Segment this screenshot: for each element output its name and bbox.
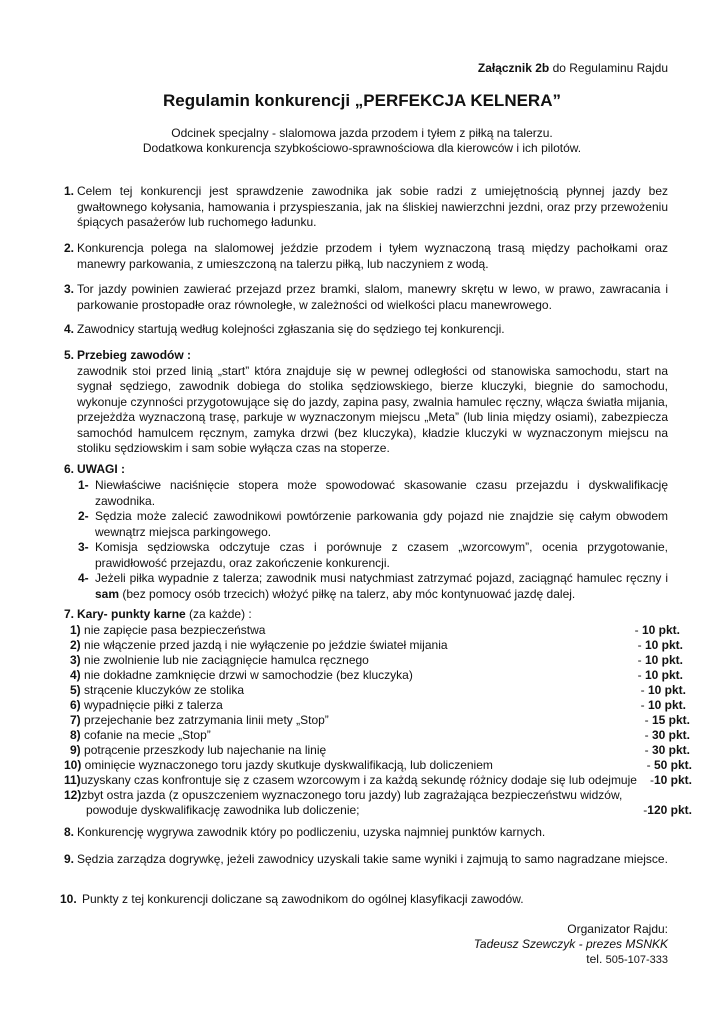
penalty-value: 10 pkt. <box>641 623 680 637</box>
penalty-dash: - <box>634 623 642 637</box>
penalty-points <box>647 758 692 772</box>
penalty-row <box>70 728 211 743</box>
section-1 <box>64 184 668 231</box>
section-text: Tor jazdy powinien zawierać przejazd przez bramki, slalom, manewry skrętu w lewo, w prawo, zawracania i parkowanie prostopadłe oraz równoległe, w zależności od wielkości placu manewrowego. <box>77 282 668 312</box>
page-title: Regulamin konkurencji „PERFEKCJA KELNERA” <box>163 91 561 110</box>
penalty-text: cofanie na mecie „Stop” <box>84 728 211 742</box>
list-item <box>78 478 668 509</box>
section-8 <box>64 825 668 841</box>
penalty-text: nie zapięcie pasa bezpieczeństwa <box>84 623 266 637</box>
penalty-dash: - <box>649 773 654 787</box>
item-text-part: Jeżeli piłka wypadnie z talerza; zawodnik musi natychmiast zatrzymać pojazd, zaciągnąć hamulec ręczny i <box>95 571 668 585</box>
penalty-number: 1) <box>70 623 81 637</box>
section-number: 6. <box>64 462 75 476</box>
section-7 <box>64 607 668 623</box>
section-2 <box>64 241 668 272</box>
penalty-number: 3) <box>70 653 81 667</box>
subtitle-line-2: Dodatkowa konkurencja szybkościowo-sprawnościowa dla kierowców i ich pilotów. <box>142 141 582 155</box>
section-heading: Przebieg zawodów : <box>77 348 192 362</box>
penalty-number: 2) <box>70 638 81 652</box>
penalty-value: 10 pkt. <box>647 698 686 712</box>
section-heading-rest: (za każde) : <box>185 607 252 621</box>
phone-label: tel. <box>586 952 606 966</box>
penalty-points <box>645 743 690 757</box>
section-number: 8. <box>64 825 75 839</box>
penalty-points <box>641 683 686 697</box>
penalty-value: 10 pkt. <box>653 773 692 787</box>
penalty-row <box>70 683 244 698</box>
section-number: 2. <box>64 241 75 255</box>
penalty-dash: - <box>640 698 648 712</box>
penalty-number: 9) <box>70 743 81 757</box>
section-9 <box>64 852 668 868</box>
penalty-value: 10 pkt. <box>644 653 683 667</box>
section-number: 7. <box>64 607 75 621</box>
penalty-row <box>64 758 493 773</box>
penalty-text: ominięcie wyznaczonego toru jazdy skutkuje dyskwalifikacją, lub doliczeniem <box>81 758 493 772</box>
penalty-text: nie włączenie przed jazdą i nie wyłączenie po jeździe świateł mijania <box>84 638 448 652</box>
penalty-dash: - <box>644 728 652 742</box>
section-text: Punkty z tej konkurencji doliczane są zawodnikom do ogólnej klasyfikacji zawodów. <box>82 892 524 906</box>
phone-number: 505-107-333 <box>605 954 668 966</box>
item-text-bold: sam <box>95 586 120 601</box>
penalty-points <box>643 803 692 817</box>
penalty-row <box>70 653 369 668</box>
penalty-dash: - <box>644 743 652 757</box>
section-5 <box>64 348 668 457</box>
section-10 <box>60 892 664 908</box>
penalty-number: 7) <box>70 713 81 727</box>
item-number: 4- <box>78 571 89 585</box>
penalty-value: 30 pkt. <box>651 728 690 742</box>
section-text: zawodnik stoi przed linią „start” która znajduje się w pewnej odległości od stanowiska samochodu, start na sygnał sędziego, zawodnik dobiega do stolika sędziowskiego, bierze kluczyki, biegnie do samochodu, wykonuje czynności przygotowujące się do jazdy, zapina pasy, zwalnia hamulec ręczny, włącza światła mijania, przejeżdża wyznaczoną trasę, parkuje w wyznaczonym miejscu „Meta” (lub linia między osiami), zabezpiecza samochód hamulcem ręcznym, zamyka drzwi (bez kluczyka), kładzie kluczyki w wyznaczonym miejscu na stoliku sędziowskim i sam sobie wyłącza czas na stoperze. <box>77 363 668 455</box>
section-heading: UWAGI : <box>77 462 125 476</box>
penalty-row <box>70 668 413 683</box>
penalty-value: 30 pkt. <box>651 743 690 757</box>
penalty-number: 6) <box>70 698 81 712</box>
penalty-number: 8) <box>70 728 81 742</box>
section-heading-line <box>77 607 668 623</box>
penalty-row-continuation <box>86 803 360 818</box>
section-6 <box>64 462 668 478</box>
penalty-row <box>70 698 223 713</box>
penalty-dash: - <box>646 758 654 772</box>
subtitle-line-1: Odcinek specjalny - slalomowa jazda przodem i tyłem z piłką na talerzu. <box>171 126 553 140</box>
penalty-dash: - <box>640 683 648 697</box>
annex-rest: do Regulaminu Rajdu <box>549 61 668 75</box>
penalty-row <box>70 623 265 638</box>
penalty-text: nie zwolnienie lub nie zaciągnięcie hamulca ręcznego <box>84 653 369 667</box>
signature-organizer: Organizator Rajdu: <box>567 922 668 936</box>
penalty-points <box>645 728 690 742</box>
penalty-value: 10 pkt. <box>644 638 683 652</box>
annex-note <box>478 61 668 75</box>
penalty-text: wypadnięcie piłki z talerza <box>84 698 223 712</box>
penalty-text: potrącenie przeszkody lub najechanie na linię <box>84 743 327 757</box>
section-text: Konkurencja polega na slalomowej jeździe przodem i tyłem wyznaczoną trasą między pachołkami oraz manewry parkowania, z umieszczoną na talerzu piłką, lub naczyniem z wodą. <box>77 241 668 271</box>
item-text: Komisja sędziowska odczytuje czas i porównuje z czasem „wzorcowym”, ocenia przygotowanie, prawidłowość przejazdu, oraz zakończenie konkurencji. <box>95 540 668 570</box>
penalty-value: 120 pkt. <box>647 803 692 817</box>
penalty-number: 11) <box>64 773 81 787</box>
penalty-row <box>70 743 326 758</box>
list-item <box>78 540 668 571</box>
penalty-row <box>70 713 329 728</box>
section-4 <box>64 322 668 338</box>
penalty-number: 4) <box>70 668 81 682</box>
penalty-points <box>638 638 683 652</box>
section-3 <box>64 282 668 313</box>
penalty-points <box>635 623 680 637</box>
penalty-points <box>638 668 683 682</box>
item-text-part: (bez pomocy osób trzecich) włożyć piłkę na talerz, aby móc kontynuować jazdę dalej. <box>119 586 576 601</box>
remarks-list <box>78 478 668 602</box>
section-number: 4. <box>64 322 75 336</box>
penalty-points <box>638 653 683 667</box>
section-heading: Kary- punkty karne <box>77 607 186 621</box>
penalty-value: 10 pkt. <box>647 683 686 697</box>
signature-name: Tadeusz Szewczyk - prezes MSNKK <box>473 937 668 951</box>
section-number: 9. <box>64 852 75 866</box>
penalty-points <box>641 698 686 712</box>
penalty-dash: - <box>637 653 645 667</box>
section-number: 5. <box>64 348 75 362</box>
penalty-points <box>650 773 692 787</box>
penalty-dash: - <box>637 668 645 682</box>
section-number: 1. <box>64 184 75 198</box>
penalty-text: strącenie kluczyków ze stolika <box>84 683 245 697</box>
penalty-row <box>64 773 637 788</box>
penalty-number: 5) <box>70 683 81 697</box>
list-item <box>78 571 668 602</box>
signature-phone <box>586 952 668 966</box>
section-number: 10. <box>60 892 77 906</box>
penalty-dash: - <box>643 803 648 817</box>
penalty-row <box>70 638 448 653</box>
penalty-text: zbyt ostra jazda (z opuszczeniem wyznaczonego toru jazdy) lub zagrażająca bezpieczeństwu widzów, <box>81 788 623 802</box>
list-item <box>78 509 668 540</box>
section-number: 3. <box>64 282 75 296</box>
item-number: 2- <box>78 509 89 523</box>
section-text: Zawodnicy startują według kolejności zgłaszania się do sędziego tej konkurencji. <box>77 322 505 336</box>
item-text: Sędzia może zalecić zawodnikowi powtórzenie parkowania gdy pojazd nie znajdzie się całym obwodem wewnątrz miejsca parkingowego. <box>95 509 668 539</box>
penalty-value: 10 pkt. <box>644 668 683 682</box>
item-text <box>95 571 668 602</box>
section-text: Celem tej konkurencji jest sprawdzenie zawodnika jak sobie radzi z umiejętnością płynnej jazdy bez gwałtownego kołysania, hamowania i przyspieszania, jak na śliskiej nawierzchni jezdni, oraz przy przewożeniu śpiących pasażerów lub ruchomego ładunku. <box>77 184 668 229</box>
section-text: Konkurencję wygrywa zawodnik który po podliczeniu, uzyska najmniej punktów karnych. <box>77 825 546 839</box>
item-text: Niewłaściwe naciśnięcie stopera może spowodować skasowanie czasu przejazdu i dyskwalifikację zawodnika. <box>95 478 668 508</box>
section-text: Sędzia zarządza dogrywkę, jeżeli zawodnicy uzyskali takie same wyniki i zajmują to samo nagradzane miejsce. <box>77 852 668 866</box>
penalty-text: nie dokładne zamknięcie drzwi w samochodzie (bez kluczyka) <box>84 668 413 682</box>
penalty-text: uzyskany czas konfrontuje się z czasem wzorcowym i za każdą sekundę różnicy dodaje się lub odejmuje <box>80 773 637 787</box>
penalty-dash: - <box>644 713 652 727</box>
penalty-value: 50 pkt. <box>653 758 692 772</box>
penalty-number: 10) <box>64 758 82 772</box>
penalty-dash: - <box>637 638 645 652</box>
annex-label: Załącznik 2b <box>477 61 550 75</box>
penalty-text: powoduje dyskwalifikację zawodnika lub doliczenie; <box>86 803 360 817</box>
item-number: 1- <box>78 478 89 492</box>
section-body <box>77 348 668 457</box>
penalty-value: 15 pkt. <box>651 713 690 727</box>
penalty-number: 12) <box>64 788 82 802</box>
penalty-row <box>64 788 622 803</box>
penalty-text: przejechanie bez zatrzymania linii mety „Stop” <box>84 713 329 727</box>
item-number: 3- <box>78 540 89 554</box>
penalty-points <box>645 713 690 727</box>
